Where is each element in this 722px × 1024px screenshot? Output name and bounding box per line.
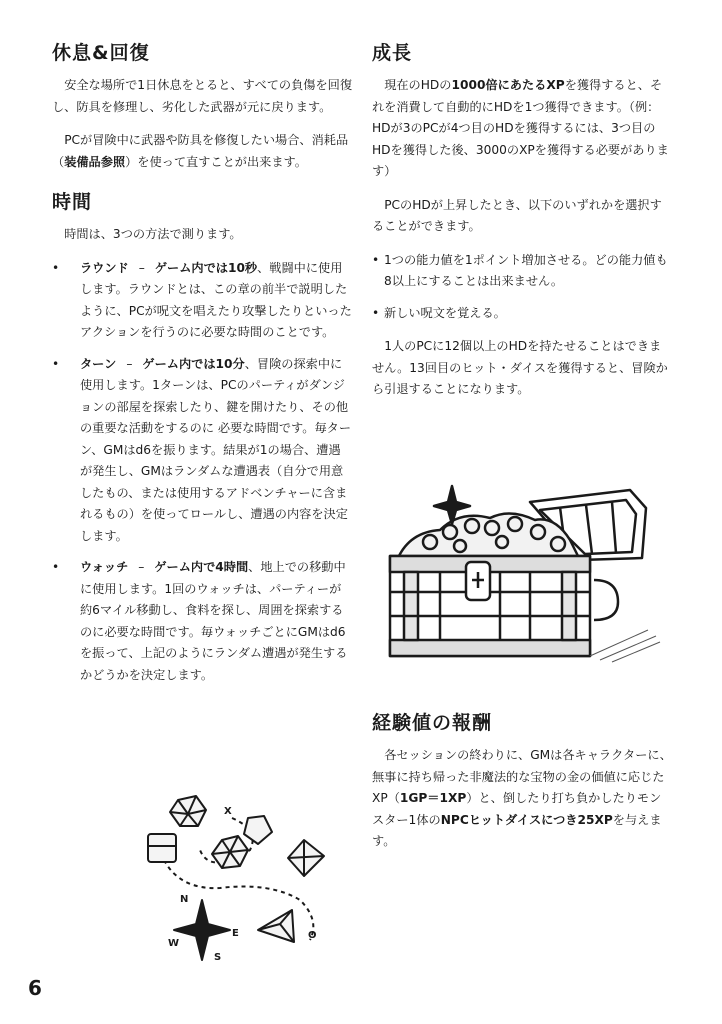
round-term: ラウンド xyxy=(80,260,129,275)
list-item: • ターン – ゲーム内では10分、冒険の探索中に使用します。1ターンは、PCのパーティがダンジョンの部屋を探索したり、鍵を開けたり、その他の重要な活動をするのに 必要な時間です。毎ターン、GMはd6を振ります。結果が1の場合、遭遇が発生し、GMはランダムな遭遇表（自分で用意したもの、または使用するアドベンチャーに含まれるもの）を使ってロールし、遭遇の内容を決定します。 xyxy=(52,354,352,548)
page-number: 6 xyxy=(28,976,42,1000)
round-duration: ゲーム内では10秒 xyxy=(154,260,258,275)
growth-paragraph-1: 現在のHDの1000倍にあたるXPを獲得すると、それを消費して自動的にHDを1つ獲得できます。（例：HDが3のPCが4つ目のHDを獲得するには、3つ目のHDを獲得した後、3000のXPを獲得する必要があります） xyxy=(372,78,669,178)
turn-description: 、冒険の探索中に使用します。1ターンは、PCのパーティがダンジョンの部屋を探索したり、鍵を開けたり、その他の重要な活動をするのに 必要な時間です。毎ターン、GMはd6を振ります。結果が1の場合、遭遇が発生し、GMはランダムな遭遇表（自分で用意したもの、または使用するアドベンチャーに含まれるもの）を使ってロールし、遭遇の内容を決定します。 xyxy=(80,356,352,543)
xp-heading: 経験値の報酬 xyxy=(372,712,493,734)
list-item: • 1つの能力値を1ポイント増加させる。どの能力値も8以上にすることは出来ません。 xyxy=(372,250,672,293)
time-heading: 時間 xyxy=(52,191,93,213)
growth-heading: 成長 xyxy=(372,42,413,64)
right-column xyxy=(372,38,672,413)
xp-section xyxy=(372,708,672,865)
list-item: • 新しい呪文を覚える。 xyxy=(372,303,672,325)
list-item: • ウォッチ – ゲーム内で4時間、地上での移動中に使用します。1回のウォッチは、パーティーが約6マイル移動し、食料を探し、周囲を探索するのに必要な時間です。毎ウォッチごとにGMはd6を振って、上記のようにランダム遭遇が発生するかどうかを決定します。 xyxy=(52,557,352,686)
compass-west: W xyxy=(168,938,180,949)
bullet-icon: • xyxy=(372,305,380,320)
compass-south: S xyxy=(214,952,222,963)
rest-paragraph-1: 安全な場所で1日休息をとると、すべての負傷を回復し、防具を修理し、劣化した武器が元に戻ります。 xyxy=(52,78,353,114)
watch-duration: ゲーム内で4時間 xyxy=(154,560,249,574)
time-intro: 時間は、3つの方法で測ります。 xyxy=(64,227,242,241)
turn-duration: ゲーム内では10分 xyxy=(142,356,245,371)
equipment-reference: 装備品参照 xyxy=(64,154,126,169)
compass-north: N xyxy=(180,894,189,905)
round-description: 、戦闘中に使用します。ラウンドとは、この章の前半で説明したように、PCが呪文を唱えたり攻撃したりといったアクションを行うのに必要な時間のことです。 xyxy=(80,260,352,339)
xp-paragraph: 各セッションの終わりに、GMは各キャラクターに、無事に持ち帰った非魔法的な宝物の金の価値に応じたXP（1GP＝1XP）と、倒したり打ち負かしたりモンスター1体のNPCヒットダイスにつき25XPを与えます。 xyxy=(372,748,672,848)
watch-description: 、地上での移動中に使用します。1回のウォッチは、パーティーが約6マイル移動し、食料を探し、周囲を探索するのに必要な時間です。毎ウォッチごとにGMはd6を振って、上記のようにランダム遭遇が発生するかどうかを決定します。 xyxy=(80,560,348,682)
growth-paragraph-2: PCのHDが上昇したとき、以下のいずれかを選択することができます。 xyxy=(372,197,662,233)
bullet-icon: • xyxy=(372,252,380,267)
left-column xyxy=(52,38,352,698)
bullet-icon: • xyxy=(52,260,60,275)
map-letter-x: X xyxy=(224,806,232,817)
dice-map-illustration xyxy=(140,790,340,970)
rest-paragraph-2: PCが冒険中に武器や防具を修復したい場合、消耗品（装備品参照）を使って直すことが出来ます。 xyxy=(52,133,349,169)
turn-term: ターン xyxy=(80,356,117,371)
watch-term: ウォッチ xyxy=(80,560,129,574)
bullet-icon: • xyxy=(52,356,60,371)
growth-paragraph-3: 1人のPCに12個以上のHDを持たせることはできません。13回目のヒット・ダイスを獲得すると、冒険から引退することになります。 xyxy=(372,339,668,396)
time-units-list xyxy=(52,258,352,687)
list-item: • ラウンド – ゲーム内では10秒、戦闘中に使用します。ラウンドとは、この章の前半で説明したように、PCが呪文を唱えたり攻撃したりといったアクションを行うのに必要な時間のことです。 xyxy=(52,258,352,344)
rest-heading: 休息&回復 xyxy=(52,42,150,64)
compass-east: E xyxy=(232,928,239,939)
treasure-chest-illustration xyxy=(380,480,670,670)
growth-options-list xyxy=(372,250,672,325)
bullet-icon: • xyxy=(52,560,60,574)
map-letter-o: O xyxy=(308,930,317,941)
